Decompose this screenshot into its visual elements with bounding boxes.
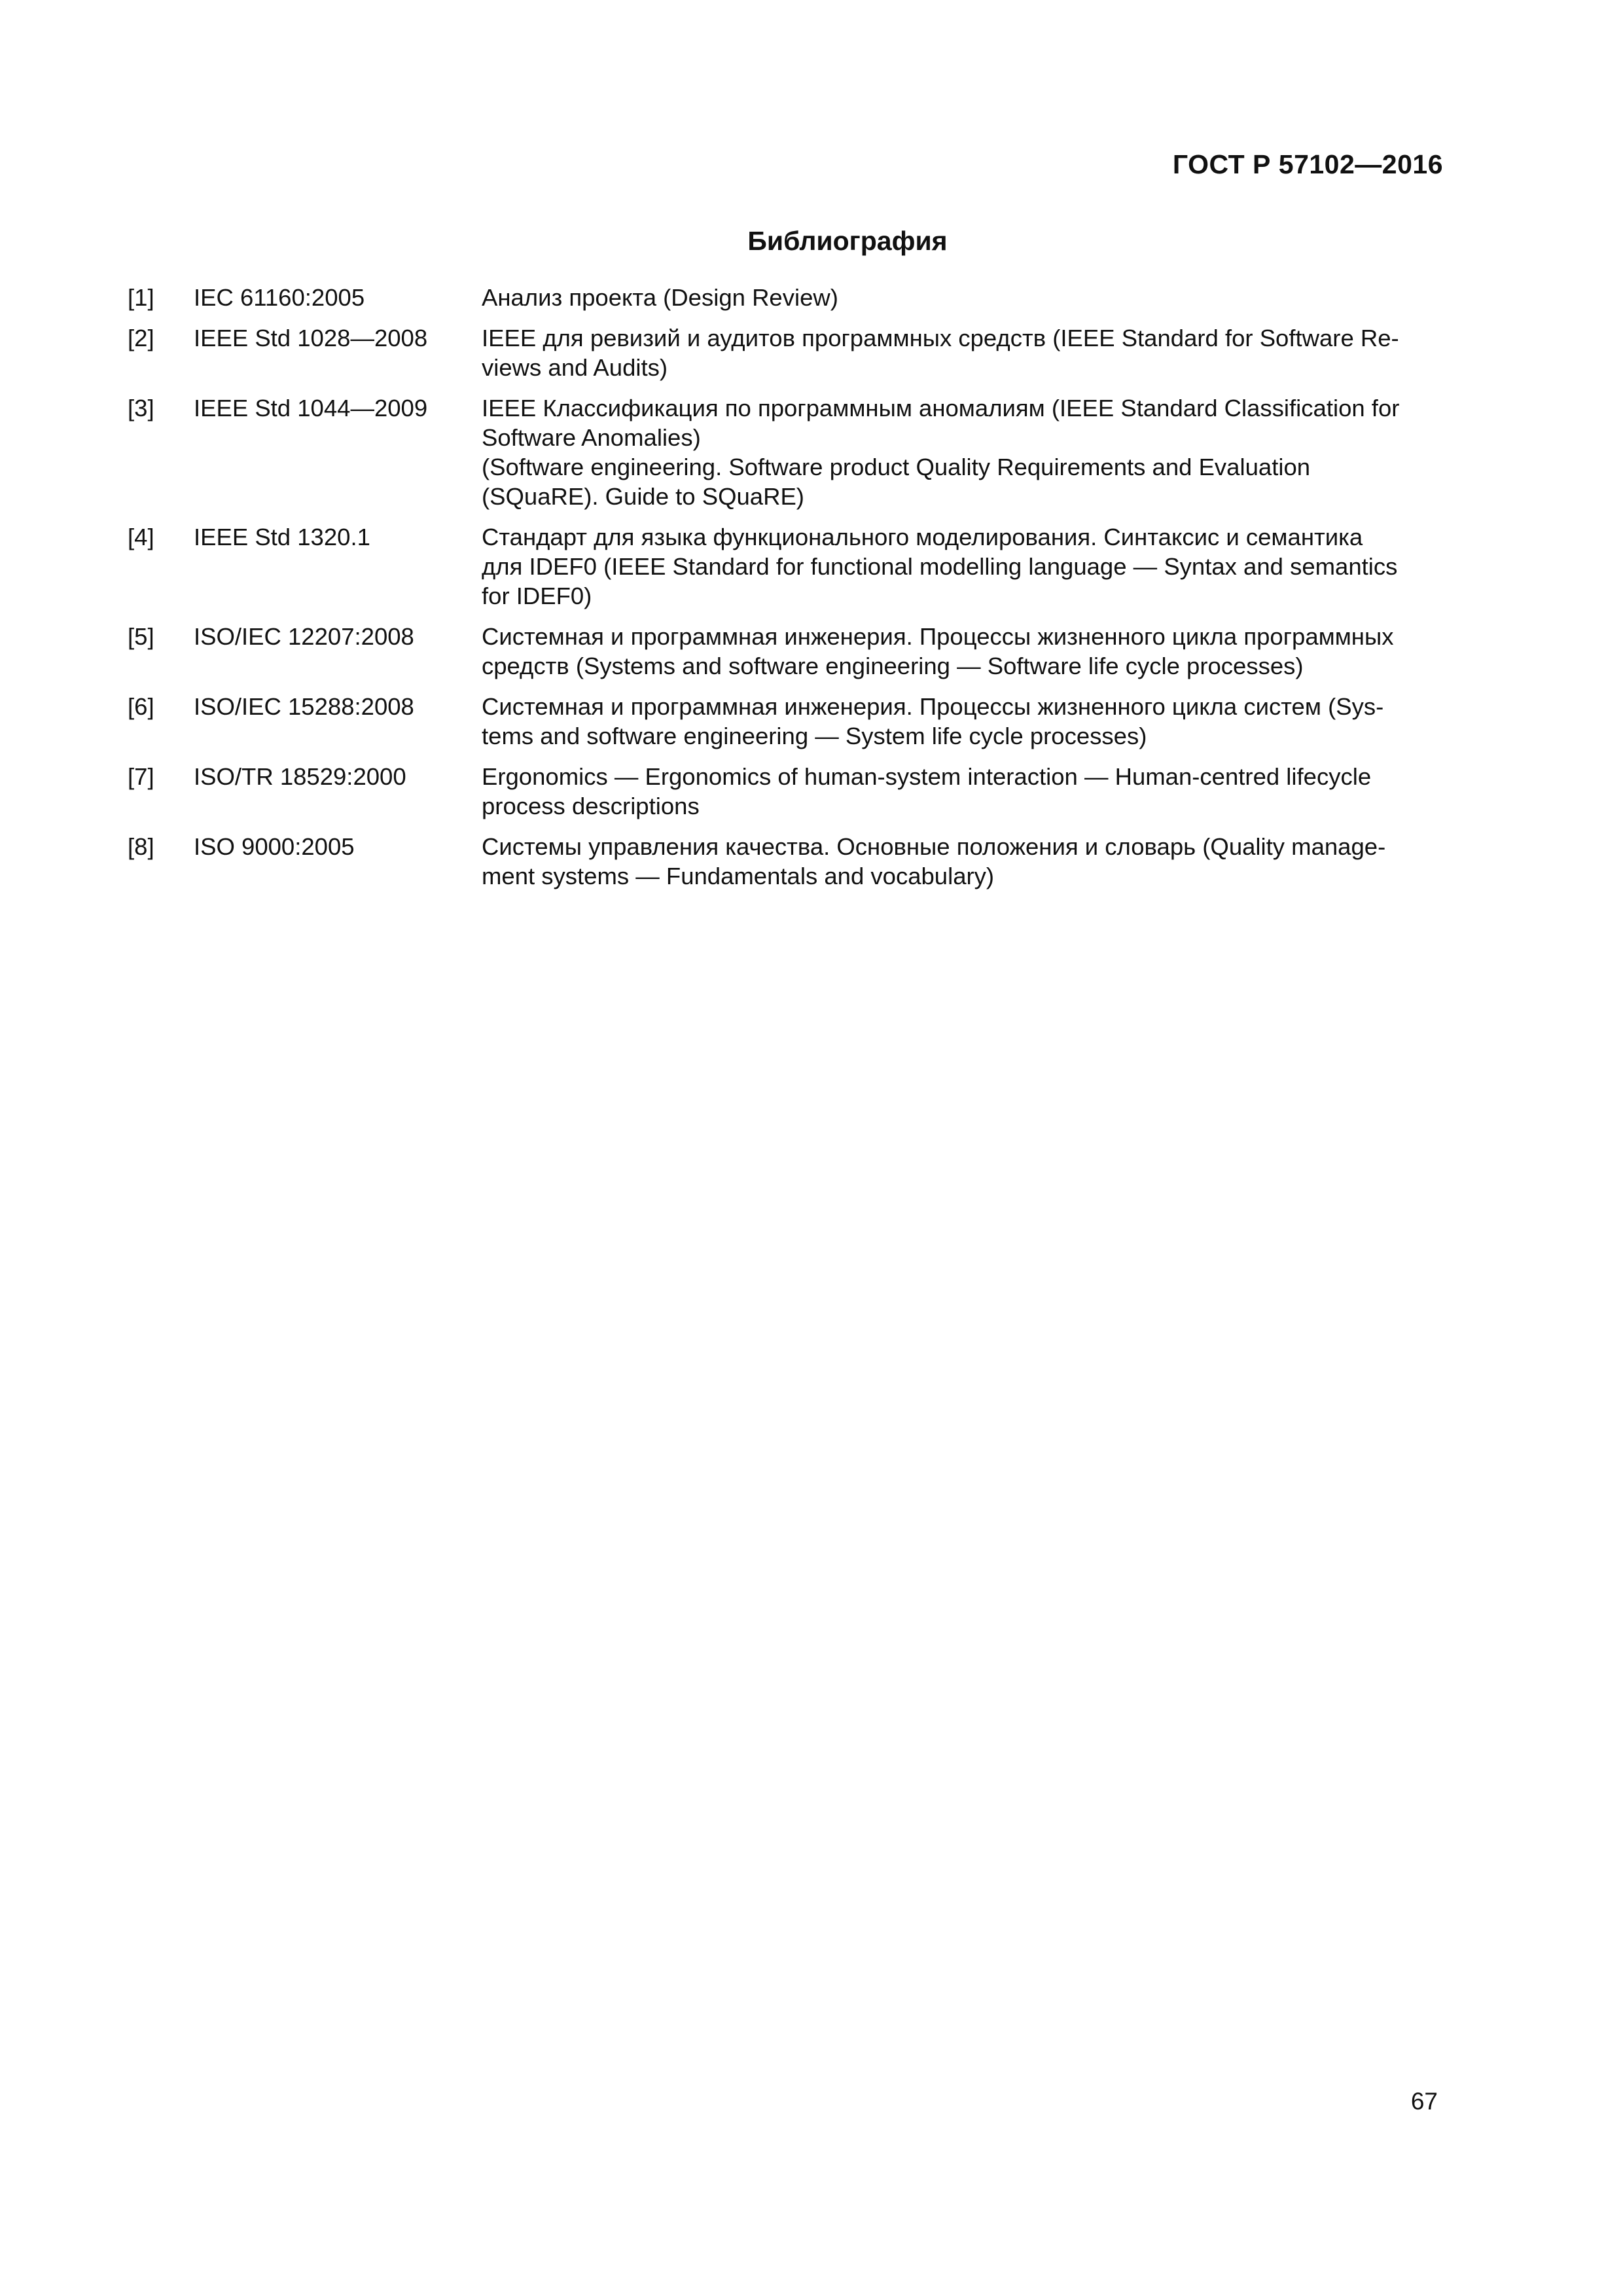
entry-standard: IEC 61160:2005 [194,284,365,311]
page-number: 67 [1410,2088,1438,2115]
entry-standard: IEEE Std 1028—2008 [194,325,428,351]
entry-title-line: средств (Systems and software engineering — Software life cycle processes) [482,653,1304,679]
entry-title-line: (Software engineering. Software product Quality Requirements and Evaluation [482,454,1311,480]
entry-standard: ISO/IEC 12207:2008 [194,623,414,650]
entry-title [482,393,1430,522]
entry-title-line: views and Audits) [482,354,668,381]
entry-title-line: Ergonomics — Ergonomics of human-system interaction — Human-centred lifecycle [482,763,1372,790]
entry-standard: IEEE Std 1320.1 [194,524,370,550]
entry-title-line: для IDEF0 (IEEE Standard for functional modelling language — Syntax and semantics [482,553,1398,580]
bibliography-entry [128,692,1430,762]
entry-title [482,323,1430,393]
entry-title [482,832,1430,902]
entry-standard: IEEE Std 1044—2009 [194,395,428,422]
entry-title-line: IEEE Классификация по программным аномалиям (IEEE Standard Classification for [482,395,1400,422]
entry-standard: ISO/IEC 15288:2008 [194,693,414,720]
entry-number: [5] [128,623,154,650]
entry-standard: ISO/TR 18529:2000 [194,763,406,790]
section-title: Библиография [747,226,948,256]
entry-title-line: Системная и программная инженерия. Процессы жизненного цикла программных [482,623,1394,650]
entry-title-line: (SQuaRE). Guide to SQuaRE) [482,483,804,510]
entry-number: [2] [128,325,154,351]
entry-number: [6] [128,693,154,720]
entry-title [482,622,1430,692]
entry-standard: ISO 9000:2005 [194,833,355,860]
entry-title-line: Стандарт для языка функционального моделирования. Синтаксис и семантика [482,524,1363,550]
entry-title [482,762,1430,832]
entry-number: [3] [128,395,154,422]
bibliography-table [128,283,1430,902]
entry-number: [4] [128,524,154,550]
entry-number: [8] [128,833,154,860]
entry-number: [1] [128,284,154,311]
entry-title-line: process descriptions [482,793,700,819]
entry-title [482,692,1430,762]
bibliography-entry [128,323,1430,393]
entry-title-line: ment systems — Fundamentals and vocabulary) [482,863,995,889]
bibliography-entry [128,622,1430,692]
bibliography-entry [128,832,1430,902]
entry-title-line: tems and software engineering — System life cycle processes) [482,723,1147,749]
entry-title-line: Анализ проекта (Design Review) [482,284,838,311]
bibliography-entry [128,522,1430,622]
entry-title-line: for IDEF0) [482,583,592,609]
bibliography-entry [128,283,1430,323]
entry-title-line: IEEE для ревизий и аудитов программных средств (IEEE Standard for Software Re- [482,325,1399,351]
entry-title-line: Software Anomalies) [482,424,701,451]
entry-title [482,283,1430,323]
entry-title [482,522,1430,622]
entry-number: [7] [128,763,154,790]
bibliography-entry [128,393,1430,522]
entry-title-line: Системы управления качества. Основные положения и словарь (Quality manage- [482,833,1386,860]
entry-title-line: Системная и программная инженерия. Процессы жизненного цикла систем (Sys- [482,693,1384,720]
document-code-header: ГОСТ Р 57102—2016 [1172,149,1443,179]
bibliography-entry [128,762,1430,832]
